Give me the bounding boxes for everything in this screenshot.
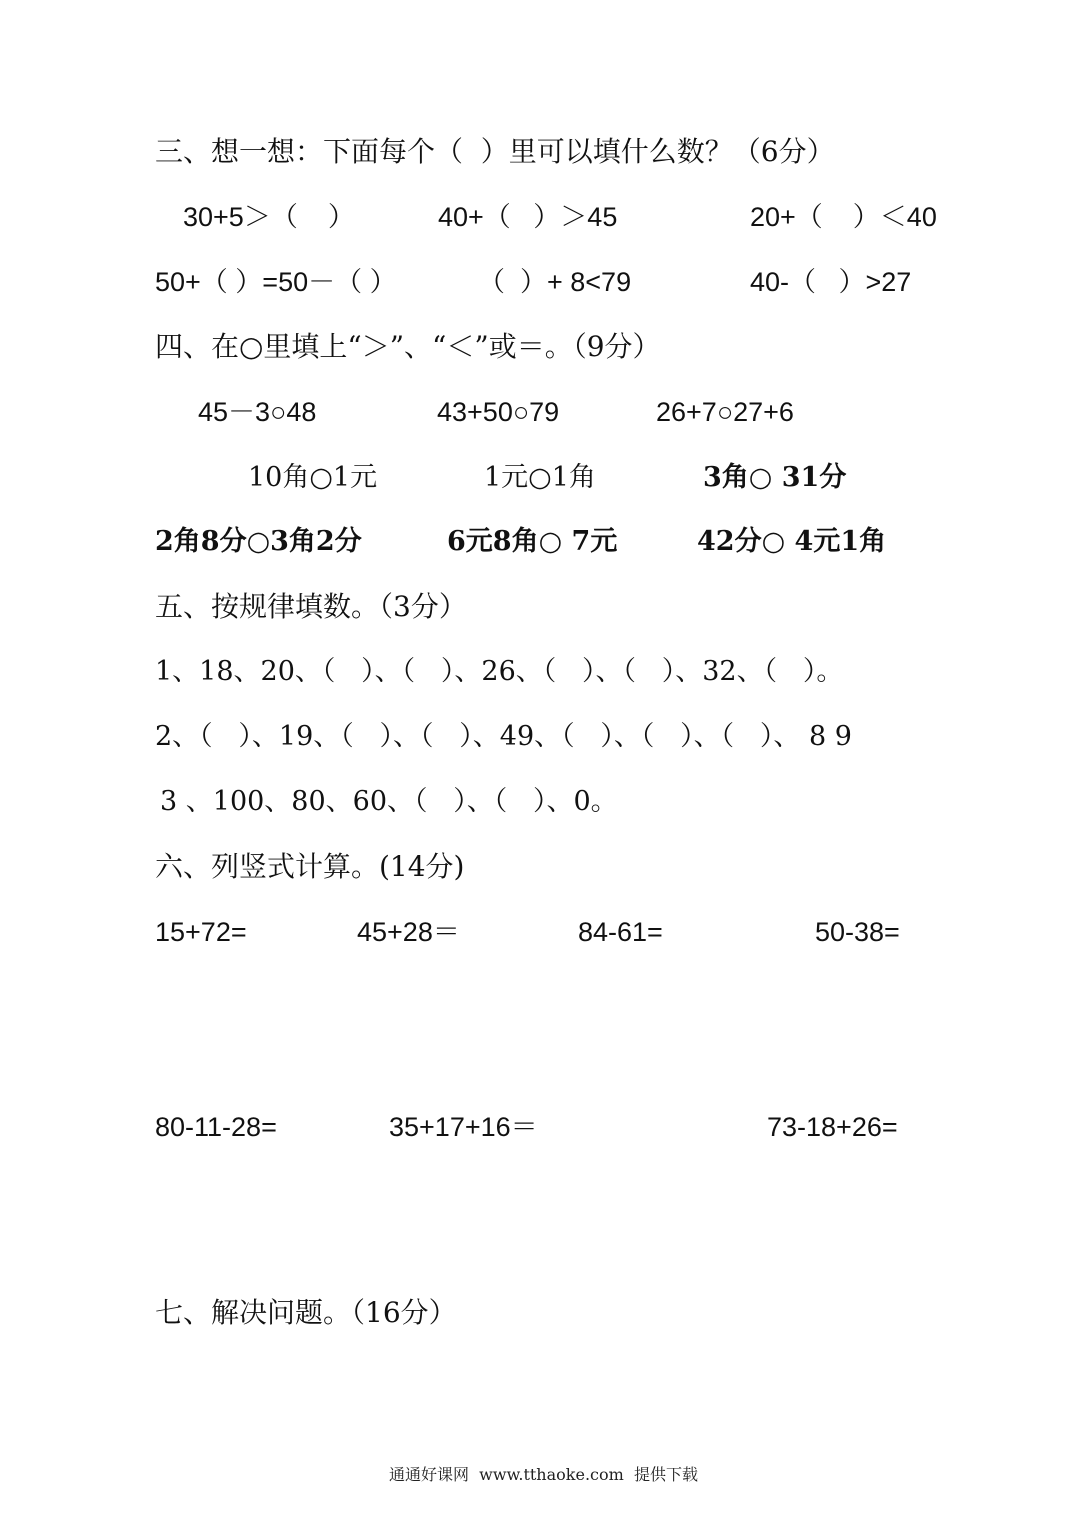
- section-6-item: 45+28＝: [357, 917, 460, 947]
- section-4-item: 2角8分○3角2分: [155, 526, 362, 557]
- section-6-heading: 六、列竖式计算。(14分): [155, 850, 465, 883]
- section-4-item: 42分○ 4元1角: [697, 526, 887, 557]
- section-5-row: 2、（ ）、19、（ ）、（ ）、49、（ ）、（ ）、（ ）、 8 9: [155, 721, 852, 752]
- section-3-item: 40-（ ）>27: [750, 267, 912, 297]
- section-4-item: 3角○ 31分: [703, 462, 847, 493]
- section-5-heading: 五、按规律填数。（3分）: [155, 590, 467, 623]
- section-4-item: 45－3○48: [198, 397, 317, 427]
- section-4-item: 26+7○27+6: [656, 397, 794, 427]
- section-7-heading: 七、解决问题。（16分）: [155, 1296, 457, 1329]
- section-5-row: 1、18、20、（ ）、（ ）、26、（ ）、（ ）、32、（ ）。: [155, 656, 844, 687]
- section-6-item: 50-38=: [815, 917, 900, 947]
- section-4-heading: 四、在○里填上“＞”、“＜”或＝。（9分）: [155, 330, 661, 363]
- section-3-item: 40+（ ）＞45: [438, 202, 618, 232]
- section-3-item: （ ）+ 8<79: [478, 267, 632, 297]
- section-4-item: 6元8角○ 7元: [447, 526, 618, 557]
- section-4-item: 1元○1角: [484, 462, 596, 493]
- section-4-item: 10角○1元: [248, 462, 378, 493]
- section-5-row: 3 、100、80、60、（ ）、（ ）、0。: [160, 786, 618, 817]
- section-3-heading: 三、想一想：下面每个（ ）里可以填什么数？（6分）: [155, 135, 835, 168]
- section-6-item: 73-18+26=: [767, 1112, 898, 1142]
- section-3-item: 20+（ ）＜40: [750, 202, 937, 232]
- section-3-item: 50+（ ）=50－（ ）: [155, 267, 397, 297]
- section-6-item: 35+17+16＝: [389, 1112, 538, 1142]
- section-4-item: 43+50○79: [437, 397, 560, 427]
- section-6-item: 80-11-28=: [155, 1112, 277, 1142]
- section-6-item: 15+72=: [155, 917, 247, 947]
- section-6-item: 84-61=: [578, 917, 663, 947]
- section-3-item: 30+5＞（ ）: [183, 202, 355, 232]
- footer-text: 通通好课网 www.tthaoke.com 提供下载: [389, 1465, 698, 1484]
